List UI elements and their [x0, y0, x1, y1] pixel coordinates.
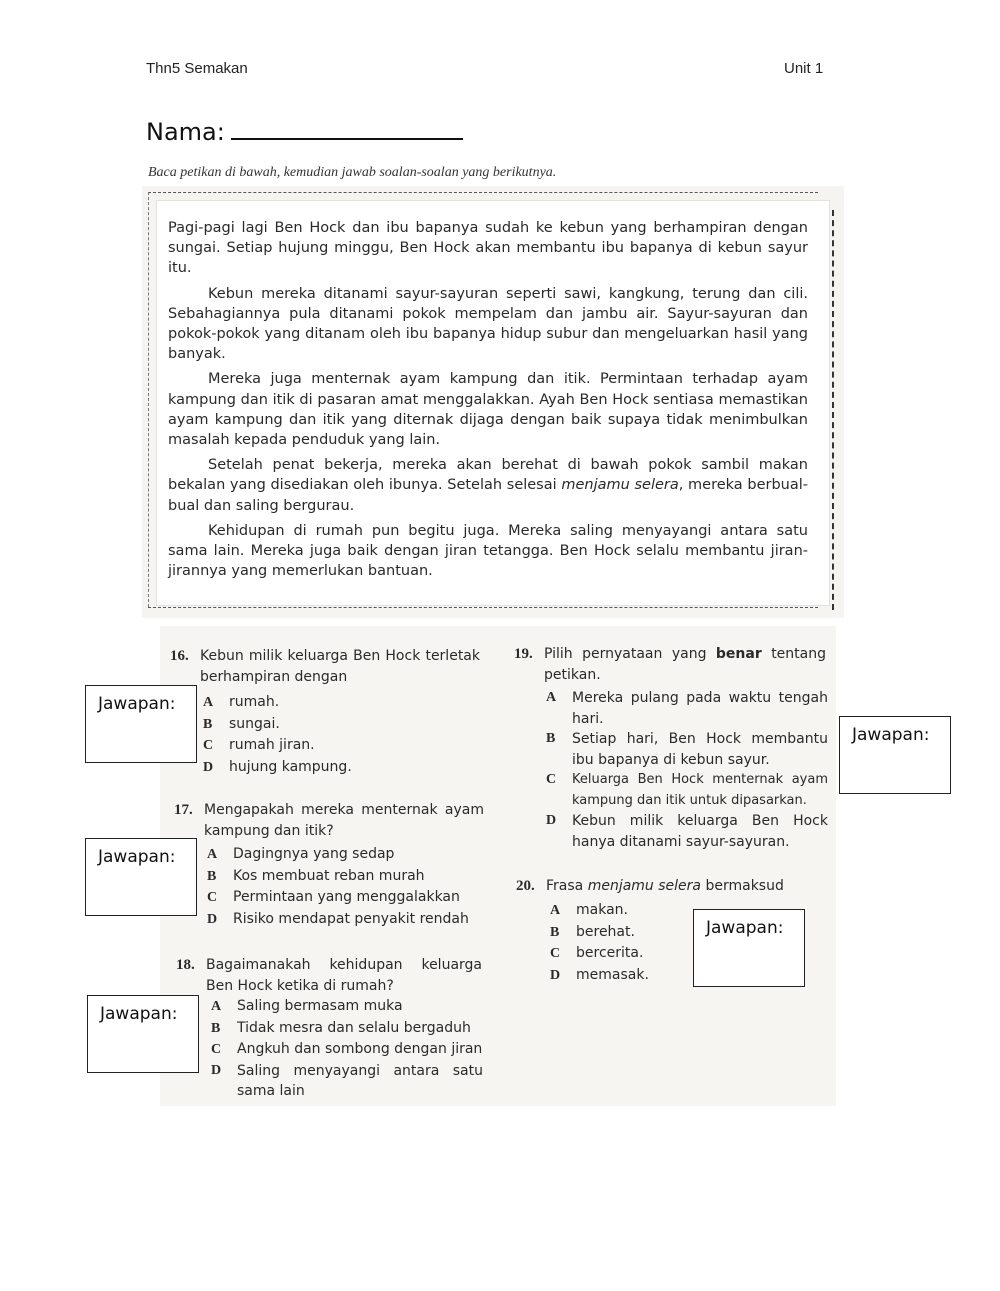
option-b[interactable]	[203, 714, 473, 736]
name-input-line[interactable]	[231, 120, 463, 140]
answer-label: Jawapan:	[98, 694, 176, 714]
option-c[interactable]	[211, 1039, 483, 1061]
question-text: Mengapakah mereka menternak ayam kampung dan itik?	[204, 802, 484, 839]
passage-paragraph-2: Kebun mereka ditanami sayur-sayuran seperti sawi, kangkung, terung dan cili. Sebahagiannya pula ditanami pokok mempelam dan jambu air. Sayur-sayuran dan pokok-pokok yang ditanam oleh ibu bapanya hidup subur dan mengeluarkan hasil yang banyak.	[168, 285, 808, 363]
answer-label: Jawapan:	[100, 1004, 178, 1024]
option-text: Saling bermasam muka	[237, 998, 403, 1014]
option-letter: C	[207, 890, 218, 905]
answer-label: Jawapan:	[98, 847, 176, 867]
question-text-part-2: bermaksud	[701, 878, 784, 894]
option-text: sungai.	[229, 715, 280, 732]
header-class-label: Thn5 Semakan	[146, 60, 248, 77]
passage-p4-part-1: Setelah penat bekerja, mereka akan berehat di bawah pokok sambil makan bekalan yang disediakan oleh ibunya. Setelah selesai	[168, 457, 808, 494]
option-b[interactable]	[550, 922, 680, 944]
option-letter: D	[550, 967, 561, 983]
question-text	[544, 644, 826, 686]
option-text: memasak.	[576, 966, 649, 983]
options-list	[550, 900, 680, 986]
header-unit-label: Unit 1	[784, 60, 824, 77]
option-a[interactable]	[550, 900, 680, 922]
option-text: Setiap hari, Ben Hock membantu ibu bapanya di kebun sayur.	[572, 731, 828, 768]
question-text-part-1: Frasa	[546, 878, 588, 894]
question-16	[170, 646, 480, 786]
option-letter: A	[203, 695, 214, 710]
passage-paragraph-5: Kehidupan di rumah pun begitu juga. Mereka saling menyayangi antara satu sama lain. Mereka juga baik dengan jiran tetangga. Ben Hock selalu membantu jiran-jirannya yang memerlukan bantuan.	[168, 522, 808, 580]
option-letter: C	[211, 1042, 222, 1057]
question-text-part-2: tentang petikan.	[544, 646, 826, 683]
question-text-phrase: menjamu selera	[587, 878, 702, 894]
option-c[interactable]	[550, 943, 680, 965]
option-letter: A	[550, 903, 561, 918]
question-text	[546, 876, 816, 897]
option-letter: B	[203, 716, 213, 732]
question-17	[174, 800, 484, 930]
option-b[interactable]	[207, 866, 482, 888]
option-c[interactable]	[207, 887, 482, 909]
question-text: Kebun milik keluarga Ben Hock terletak berhampiran dengan	[200, 648, 480, 685]
name-field[interactable]	[146, 118, 463, 146]
question-19	[514, 644, 828, 854]
option-letter: D	[207, 911, 218, 927]
options-list	[211, 996, 483, 1101]
question-text-part-1: Pilih pernyataan yang	[544, 646, 716, 662]
option-a[interactable]	[207, 844, 482, 866]
question-number: 19.	[514, 646, 533, 662]
option-letter: A	[207, 847, 218, 862]
reading-passage	[168, 218, 808, 586]
question-18	[176, 955, 486, 1105]
option-a[interactable]	[211, 996, 483, 1018]
option-text: rumah.	[229, 694, 280, 710]
option-letter: C	[550, 946, 561, 961]
question-text: Bagaimanakah kehidupan keluarga Ben Hock ketika di rumah?	[206, 957, 482, 994]
question-number: 16.	[170, 648, 189, 664]
passage-border-right	[832, 210, 834, 610]
option-text: Angkuh dan sombong dengan jiran	[237, 1041, 483, 1057]
option-c[interactable]	[546, 770, 828, 811]
option-text: makan.	[576, 902, 628, 918]
options-list	[207, 844, 482, 930]
option-d[interactable]	[211, 1061, 483, 1101]
option-letter: B	[550, 924, 560, 940]
option-text: hujung kampung.	[229, 758, 352, 775]
option-d[interactable]	[550, 965, 680, 987]
option-letter: A	[546, 690, 557, 705]
passage-p4-part-2: , mereka berbual-bual dan saling bergurau.	[168, 477, 808, 514]
option-b[interactable]	[546, 729, 828, 770]
answer-box-16[interactable]	[85, 685, 197, 763]
answer-box-17[interactable]	[85, 838, 197, 916]
option-letter: C	[546, 772, 557, 787]
passage-p4-phrase: menjamu selera	[561, 477, 679, 494]
option-text: Tidak mesra dan selalu bergaduh	[237, 1019, 471, 1036]
instruction-text: Baca petikan di bawah, kemudian jawab soalan-soalan yang berikutnya.	[148, 165, 557, 180]
option-letter: C	[203, 738, 214, 753]
option-text: rumah jiran.	[229, 737, 315, 753]
answer-box-19[interactable]	[839, 716, 951, 794]
question-number: 17.	[174, 802, 193, 818]
option-d[interactable]	[207, 909, 482, 931]
option-letter: B	[207, 868, 217, 884]
option-letter: B	[546, 731, 556, 746]
answer-box-18[interactable]	[87, 995, 199, 1073]
option-a[interactable]	[546, 688, 828, 729]
option-text: bercerita.	[576, 945, 644, 961]
option-letter: D	[211, 1062, 222, 1078]
options-list	[546, 688, 828, 852]
option-letter: B	[211, 1020, 221, 1036]
passage-divider-top	[148, 192, 818, 193]
option-letter: A	[211, 999, 222, 1014]
option-b[interactable]	[211, 1018, 483, 1040]
option-text: Kos membuat reban murah	[233, 867, 425, 884]
name-label: Nama:	[146, 118, 225, 146]
question-number: 20.	[516, 878, 535, 894]
passage-divider-bottom	[148, 607, 818, 608]
option-text: Keluarga Ben Hock menternak ayam kampung dan itik untuk dipasarkan.	[572, 772, 828, 808]
option-text: Mereka pulang pada waktu tengah hari.	[572, 690, 828, 727]
option-a[interactable]	[203, 692, 473, 714]
option-letter: D	[203, 759, 214, 775]
option-text: Dagingnya yang sedap	[233, 846, 395, 862]
passage-paragraph-1: Pagi-pagi lagi Ben Hock dan ibu bapanya sudah ke kebun yang berhampiran dengan sungai. Setiap hujung minggu, Ben Hock akan membantu ibu bapanya di kebun sayur itu.	[168, 220, 808, 277]
question-text-emphasis: benar	[715, 646, 762, 662]
option-text: Risiko mendapat penyakit rendah	[233, 910, 469, 927]
question-number: 18.	[176, 957, 195, 973]
option-text: Permintaan yang menggalakkan	[233, 889, 460, 905]
option-text: Saling menyayangi antara satu sama lain	[237, 1062, 483, 1099]
option-text: Kebun milik keluarga Ben Hock hanya ditanami sayur-sayuran.	[572, 813, 828, 850]
passage-border-left	[148, 192, 149, 607]
answer-box-20[interactable]	[693, 909, 805, 987]
passage-paragraph-4	[168, 455, 808, 516]
answer-label: Jawapan:	[852, 725, 930, 745]
answer-label: Jawapan:	[706, 918, 784, 938]
option-c[interactable]	[203, 735, 473, 757]
option-d[interactable]	[546, 811, 828, 852]
option-d[interactable]	[203, 757, 473, 779]
passage-paragraph-3: Mereka juga menternak ayam kampung dan itik. Permintaan terhadap ayam kampung dan itik di pasaran amat menggalakkan. Ayah Ben Hock sentiasa memastikan ayam kampung dan itik yang diternak dijaga dengan baik supaya tidak menimbulkan masalah kepada penduduk yang lain.	[168, 371, 808, 449]
option-letter: D	[546, 813, 557, 828]
options-list	[203, 692, 473, 778]
option-text: berehat.	[576, 923, 635, 940]
